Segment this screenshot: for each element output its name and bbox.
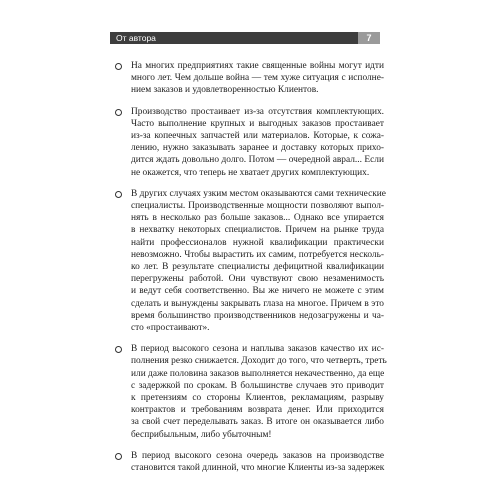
text-line: лению, нужно заказывать заранее и доставку которых прихо-	[131, 143, 384, 154]
page-number: 7	[358, 32, 380, 44]
text-line: В других случаях узким местом оказываются сами технические	[131, 188, 386, 199]
text-line: с задержкой по срокам. В большинстве случаев это приводит	[131, 380, 384, 391]
text-line: сделать и вынуждены закрывать глаза на многое. Причем в это	[131, 298, 384, 309]
list-item	[114, 450, 384, 474]
text-line: нием заказов и удовлетворенностью Клиентов.	[131, 85, 319, 96]
text-line: становится такой длинной, что многие Клиенты из-за задержек	[131, 463, 385, 474]
bullet-list	[114, 60, 387, 483]
list-item	[114, 343, 387, 441]
text-line: Часто выполнение крупных и выгодных заказов простаивает	[131, 118, 384, 129]
bullet-circle-icon	[115, 63, 122, 70]
text-line: к претензиям со стороны Клиентов, рекламациям, разрыву	[131, 393, 384, 404]
text-line: перегружены работой. Они чувствуют свою незаменимость	[131, 274, 384, 285]
text-line: в нехватку некоторых специалистов. Причем на рынке труда	[131, 225, 384, 236]
text-line: найти профессионалов нужной квалификации практически	[131, 237, 384, 248]
bullet-circle-icon	[115, 191, 122, 198]
text-line: бесприбыльным, либо убыточным!	[131, 429, 272, 440]
text-line: Производство простаивает из-за отсутствия комплектующих.	[131, 106, 384, 117]
list-item	[114, 60, 384, 97]
bullet-circle-icon	[115, 346, 122, 353]
text-line: В период высокого сезона очередь заказов на производстве	[131, 450, 384, 461]
list-item	[114, 106, 384, 179]
bullet-circle-icon	[115, 453, 122, 460]
bullet-circle-icon	[115, 109, 122, 116]
running-header	[110, 32, 380, 44]
text-line: нять в несколько раз больше заказов... Однако все упирается	[131, 213, 384, 224]
text-line: и ведут себя соответственно. Вы же ничего не можете с этим	[131, 286, 384, 297]
text-line: В период высокого сезона и наплыва заказов качество их ис-	[131, 344, 384, 355]
text-line: за свой счет переделывать заказ. В итоге он оказывается либо	[131, 417, 384, 428]
text-line: не окажется, что теперь не хватает других комплектующих.	[131, 167, 370, 178]
text-line: На многих предприятиях такие священные войны могут идти	[131, 61, 384, 71]
chapter-title: От автора	[116, 33, 156, 43]
text-line: время большинство производственников недозагружены и ча-	[131, 310, 384, 321]
text-line: или даже половина заказов выполняется некачественно, да еще	[131, 368, 385, 379]
text-line: полнения резко снижается. Доходит до того, что четверть, треть	[131, 356, 387, 367]
text-line: невозможно. Чтобы вырастить их самим, потребуется несколь-	[131, 249, 384, 260]
text-line: ко лет. В результате специалисты дефицитной квалификации	[131, 262, 384, 273]
text-line: много лет. Чем дольше война — тем хуже ситуация с исполне-	[131, 73, 384, 84]
text-line: из-за копеечных запчастей или материалов. Которые, к сожа-	[131, 131, 384, 142]
text-line: контрактов и требованиям возврата денег. Или приходится	[131, 405, 384, 416]
text-line: дится ждать довольно долго. Потом — очередной аврал... Если	[131, 155, 384, 166]
text-line: сто «простаивают».	[131, 323, 210, 334]
text-line: специалисты. Производственные мощности позволяют выпол-	[131, 201, 384, 212]
list-item	[114, 188, 384, 334]
